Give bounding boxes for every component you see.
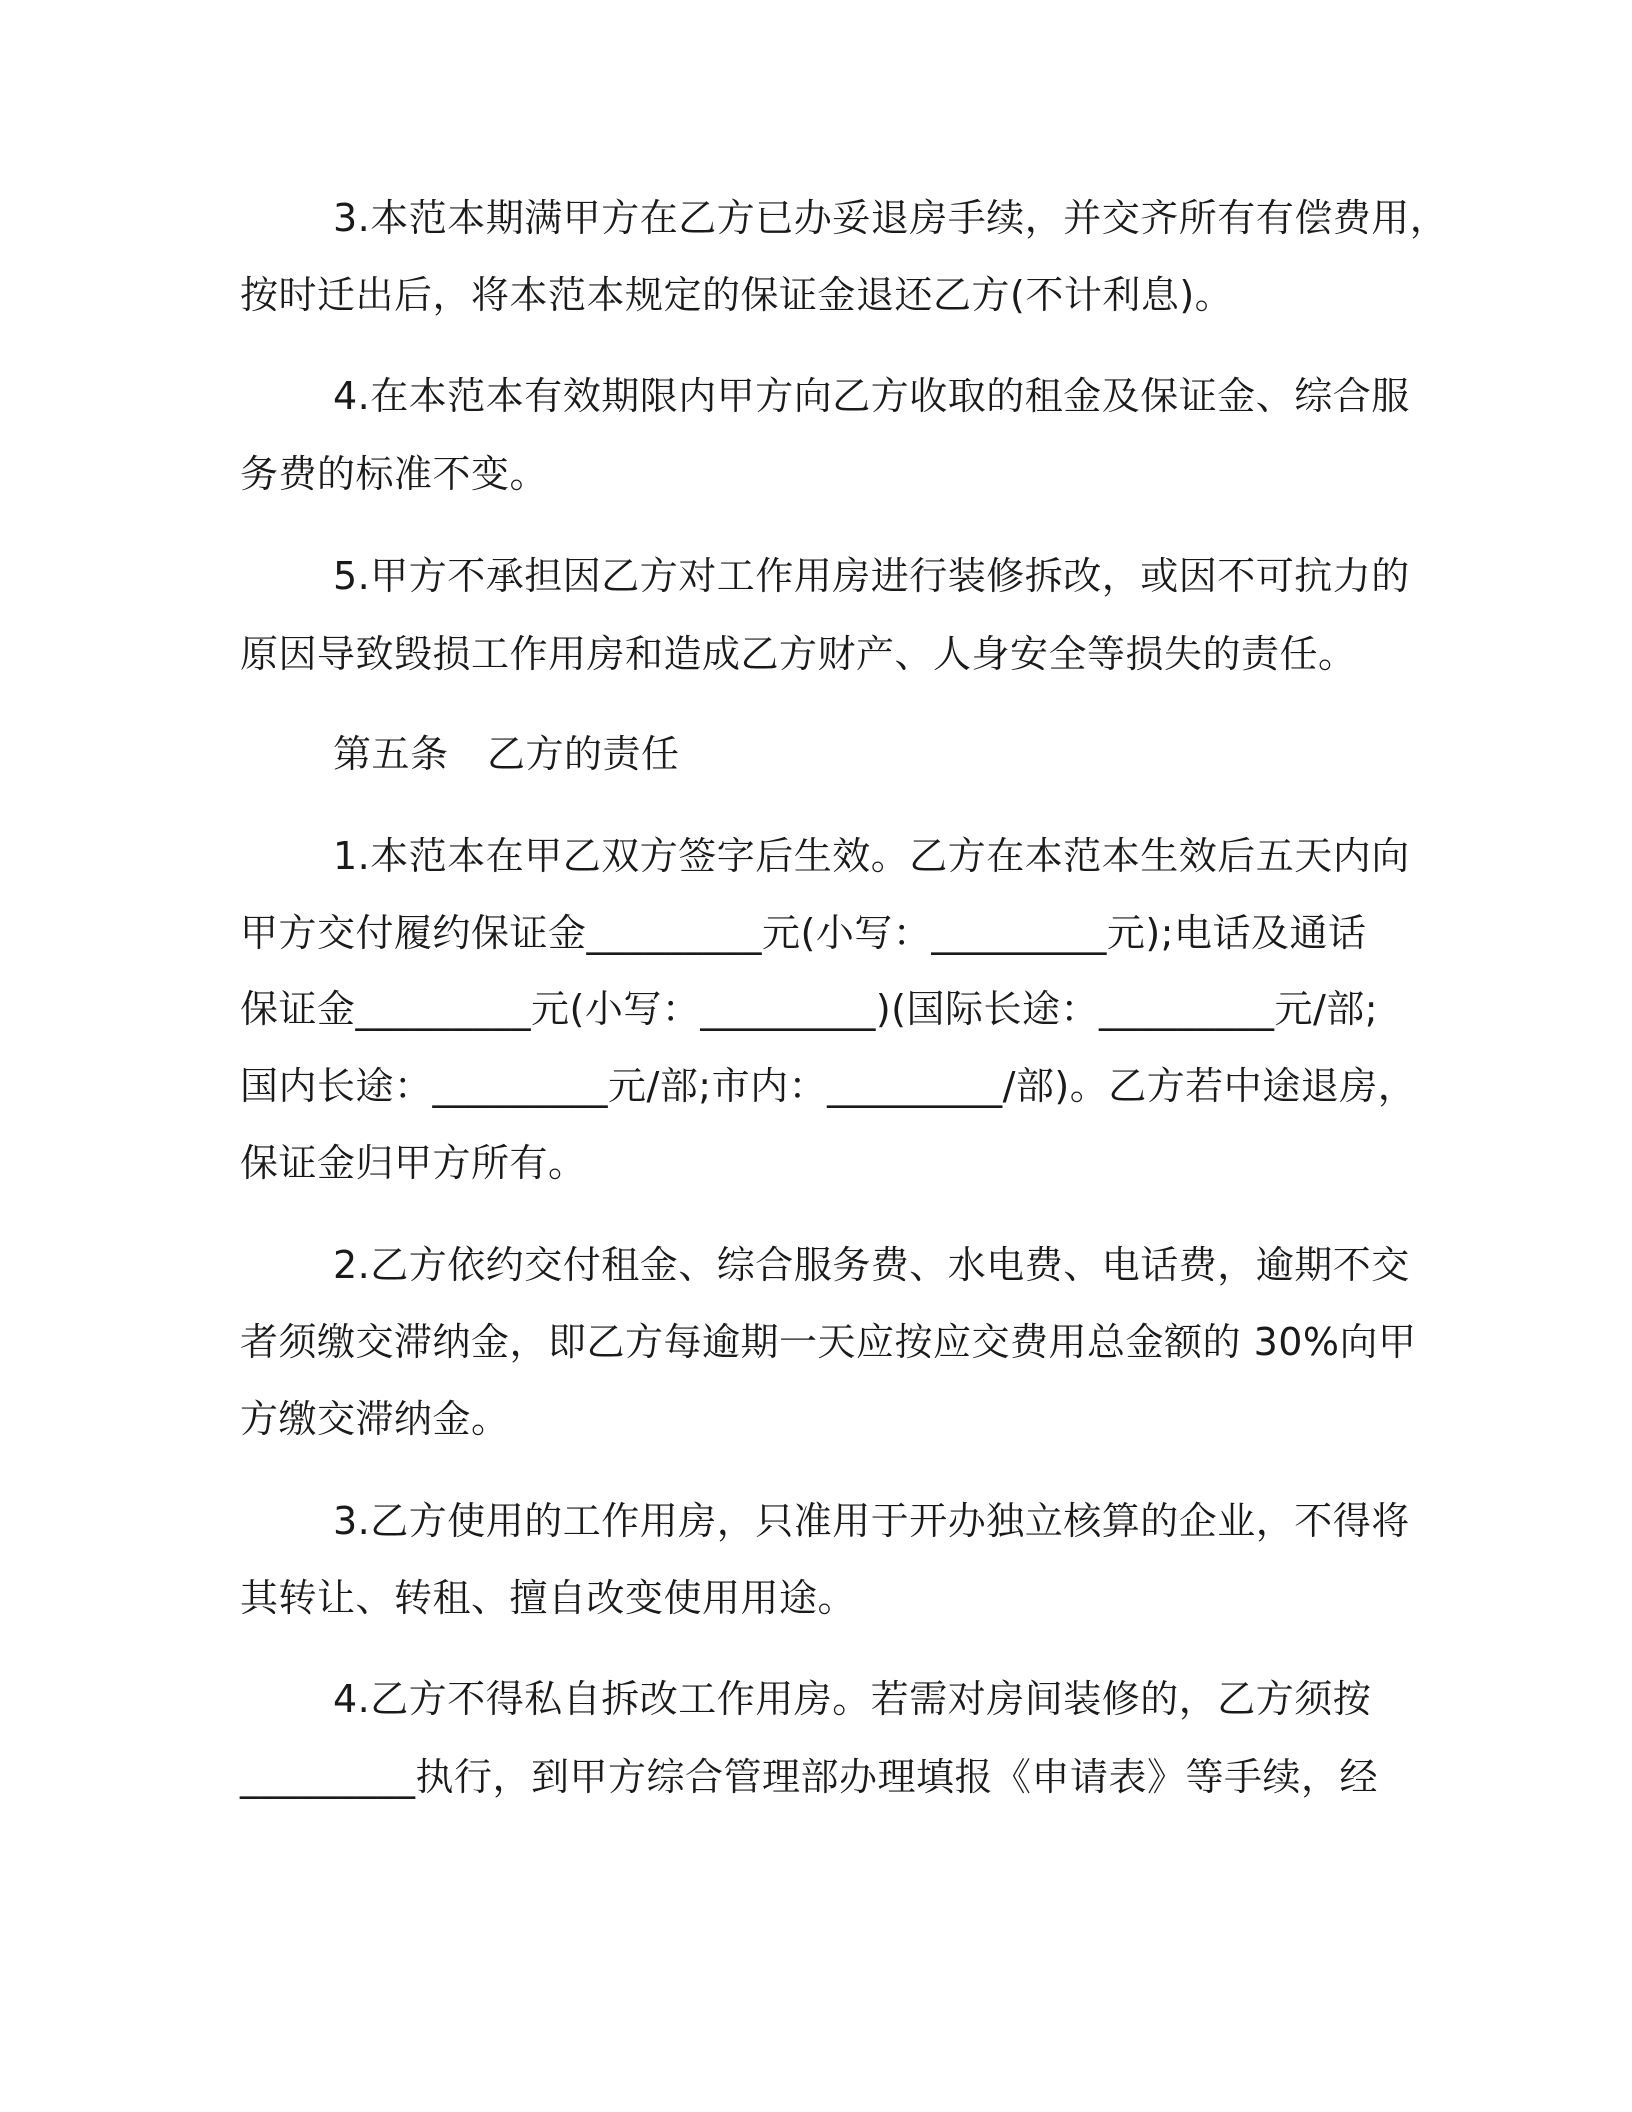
paragraph-4-line-1: 4.在本范本有效期限内甲方向乙方收取的租金及保证金、综合服 (333, 374, 1410, 418)
paragraph-3-line-2: 按时迁出后，将本范本规定的保证金退还乙方(不计利息)。 (240, 273, 1234, 317)
item-1-line-3: 保证金_________元(小写：_________)(国际长途：_________元/部; (240, 987, 1379, 1031)
item-1-line-2: 甲方交付履约保证金_________元(小写：_________元);电话及通话 (240, 911, 1367, 955)
paragraph-5-line-2: 原因导致毁损工作用房和造成乙方财产、人身安全等损失的责任。 (240, 632, 1357, 676)
item-3-line-1: 3.乙方使用的工作用房，只准用于开办独立核算的企业，不得将 (333, 1499, 1410, 1543)
paragraph-5-line-1: 5.甲方不承担因乙方对工作用房进行装修拆改，或因不可抗力的 (333, 554, 1410, 598)
paragraph-4-line-2: 务费的标准不变。 (240, 452, 549, 496)
item-1-line-5: 保证金归甲方所有。 (240, 1141, 587, 1185)
paragraph-3-line-1: 3.本范本期满甲方在乙方已办妥退房手续，并交齐所有有偿费用， (333, 196, 1449, 240)
article-heading: 第五条 乙方的责任 (333, 732, 680, 776)
item-2-line-3: 方缴交滞纳金。 (240, 1397, 510, 1441)
item-4-line-1: 4.乙方不得私自拆改工作用房。若需对房间装修的，乙方须按 (333, 1677, 1372, 1721)
item-2-line-1: 2.乙方依约交付租金、综合服务费、水电费、电话费，逾期不交 (333, 1243, 1410, 1287)
item-2-line-2: 者须缴交滞纳金，即乙方每逾期一天应按应交费用总金额的 30%向甲 (240, 1320, 1417, 1364)
item-4-line-2: _________执行，到甲方综合管理部办理填报《申请表》等手续，经 (240, 1755, 1379, 1799)
item-3-line-2: 其转让、转租、擅自改变使用用途。 (240, 1576, 857, 1620)
item-1-line-4: 国内长途：_________元/部;市内：_________/部)。乙方若中途退房， (240, 1064, 1417, 1108)
item-1-line-1: 1.本范本在甲乙双方签字后生效。乙方在本范本生效后五天内向 (333, 834, 1410, 878)
